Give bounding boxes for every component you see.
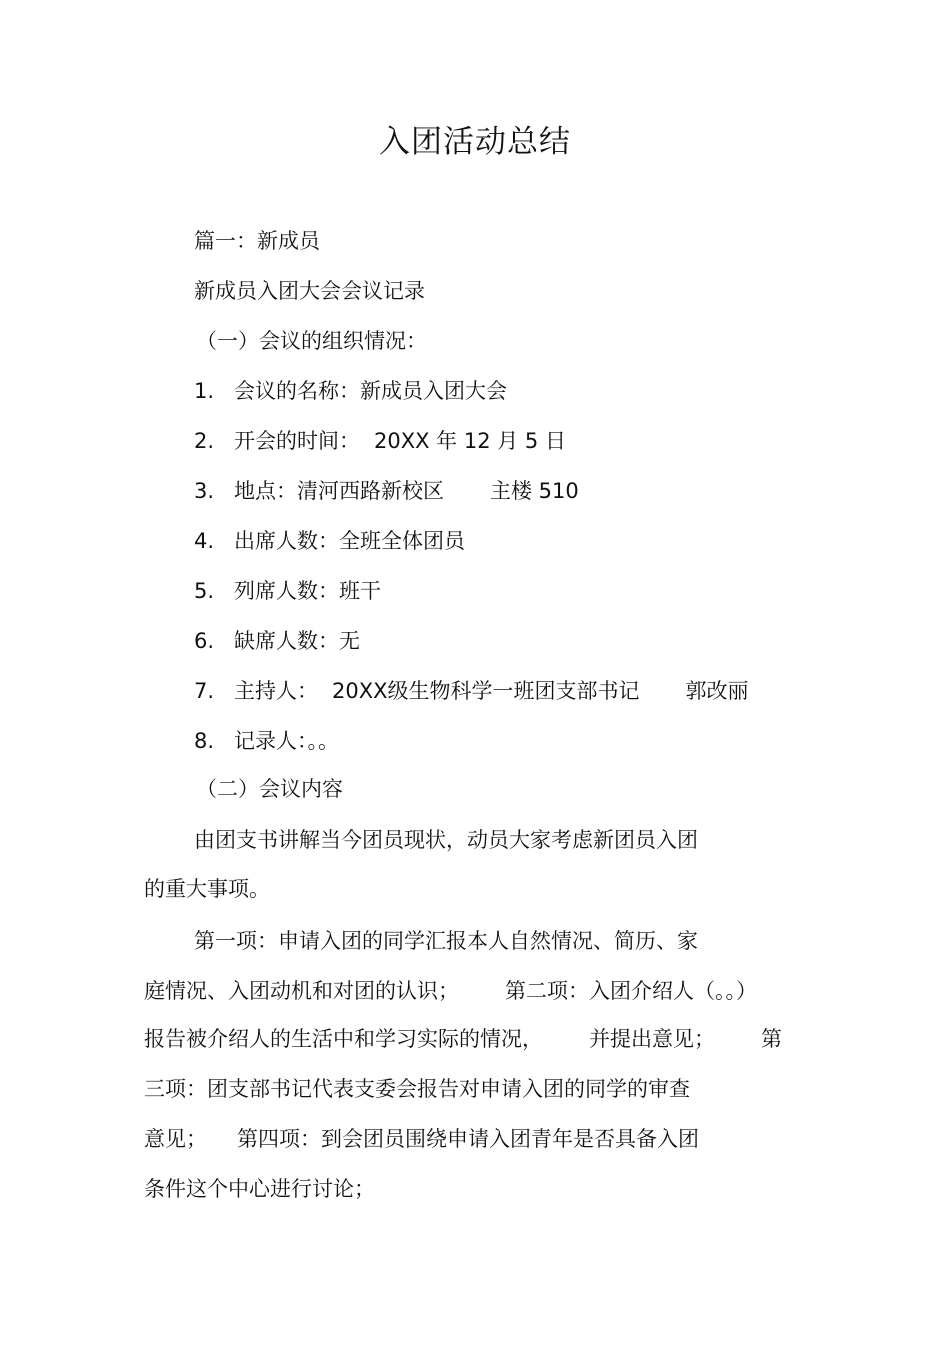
host-title: 20XX级生物科学一班团支部书记 (332, 679, 640, 703)
text-segment: 报告被介绍人的生活中和学习实际的情况， (144, 1027, 543, 1051)
paragraph-line (144, 1024, 782, 1054)
section-heading: 篇一：新成员 (194, 229, 320, 253)
item-label: 开会的时间： (234, 429, 360, 453)
item-text: 缺席人数：无 (234, 629, 360, 653)
item-text: 列席人数：班干 (234, 579, 381, 603)
item-number: 2. (194, 429, 215, 453)
paragraph-line (144, 976, 757, 1006)
item-number: 6. (194, 629, 215, 653)
list-item (194, 526, 465, 556)
paragraph-line: 由团支书讲解当今团员现状，动员大家考虑新团员入团 (194, 828, 698, 852)
text-segment: 意见； (144, 1127, 207, 1151)
item-text: 出席人数：全班全体团员 (234, 529, 465, 553)
record-title: 新成员入团大会会议记录 (194, 279, 425, 303)
item-number: 8. (194, 729, 215, 753)
text-segment: 第 (761, 1027, 782, 1051)
item-number: 3. (194, 479, 215, 503)
paragraph-line: 的重大事项。 (144, 877, 270, 901)
text-segment: 庭情况、入团动机和对团的认识； (144, 979, 459, 1003)
text-segment: 第四项：到会团员围绕申请入团青年是否具备入团 (237, 1127, 699, 1151)
paragraph-line (144, 1124, 699, 1154)
meeting-room: 主楼 510 (490, 479, 579, 503)
item-number: 5. (194, 579, 215, 603)
part-one-heading: （一）会议的组织情况： (196, 329, 427, 353)
list-item (194, 376, 507, 406)
list-item (194, 726, 339, 756)
item-label: 主持人： (234, 679, 318, 703)
item-text: 记录人：。。 (234, 729, 339, 753)
text-segment: 第二项：入团介绍人（。。） (505, 979, 757, 1003)
list-item (194, 426, 566, 456)
list-item (194, 476, 579, 506)
item-label: 地点：清河西路新校区 (234, 479, 444, 503)
list-item (194, 576, 381, 606)
part-two-heading: （二）会议内容 (196, 777, 343, 801)
paragraph-line: 三项：团支部书记代表支委会报告对申请入团的同学的审查 (144, 1077, 690, 1101)
paragraph-line: 第一项：申请入团的同学汇报本人自然情况、简历、家 (194, 929, 698, 953)
item-text: 会议的名称：新成员入团大会 (234, 379, 507, 403)
item-number: 4. (194, 529, 215, 553)
list-item (194, 626, 360, 656)
list-item (194, 676, 749, 706)
document-title: 入团活动总结 (379, 124, 571, 160)
item-number: 7. (194, 679, 215, 703)
item-number: 1. (194, 379, 215, 403)
host-name: 郭改丽 (685, 679, 749, 703)
meeting-date: 20XX 年 12 月 5 日 (374, 429, 566, 453)
text-segment: 并提出意见； (589, 1027, 715, 1051)
paragraph-line: 条件这个中心进行讨论； (144, 1177, 375, 1201)
